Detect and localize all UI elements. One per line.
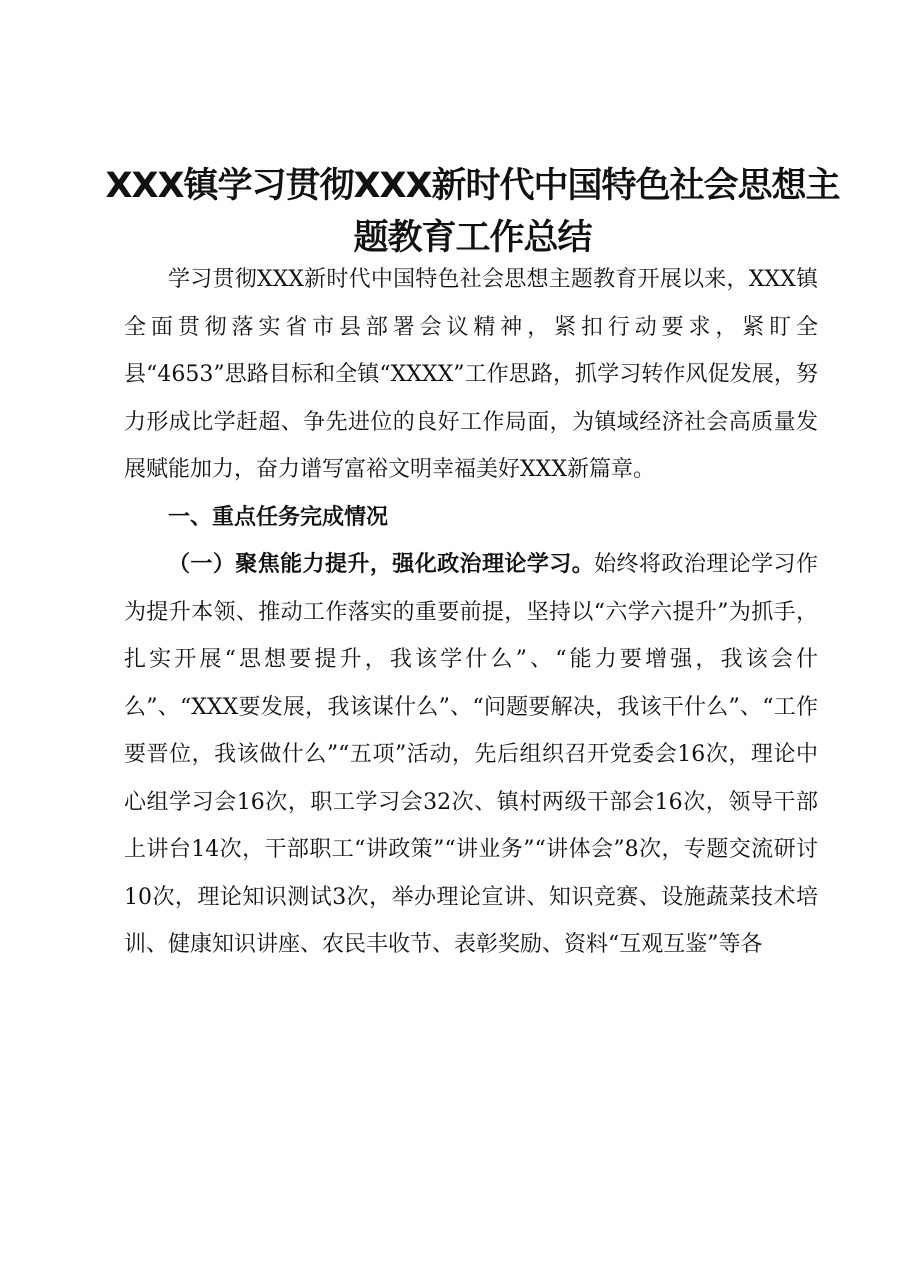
section-heading-text: 一、重点任务完成情况: [168, 504, 389, 530]
subsection-paragraph: [124, 541, 818, 969]
subsection-text: 始终将政治理论学习作为提升本领、推动工作落实的重要前提，坚持以“六学六提升”为抓手，扎实开展“思想要提升，我该学什么”、“能力要增强，我该会什么”、“XXX要发展，我该谋什么”、“问题要解决，我该干什么”、“工作要晋位，我该做什么”“五项”活动，先后组织召开党委会16次，理论中心组学习会16次，职工学习会32次、镇村两级干部会16次，领导干部上讲台14次，干部职工“讲政策”“讲业务”“讲体会”8次，专题交流研讨10次，理论知识测试3次，举办理论宣讲、知识竞赛、设施蔬菜技术培训、健康知识讲座、农民丰收节、表彰奖励、资料“互观互鉴”等各: [124, 552, 818, 957]
intro-paragraph: 学习贯彻XXX新时代中国特色社会思想主题教育开展以来，XXX镇全面贯彻落实省市县部署会议精神，紧扣行动要求，紧盯全县“4653”思路目标和全镇“XXXX”工作思路，抓学习转作风促发展，努力形成比学赶超、争先进位的良好工作局面，为镇域经济社会高质量发展赋能加力，奋力谱写富裕文明幸福美好XXX新篇章。: [124, 267, 818, 482]
document-body: [124, 256, 818, 969]
section-heading: [124, 494, 818, 542]
subsection-heading: （一）聚焦能力提升，强化政治理论学习。: [168, 552, 595, 577]
document-title: XXX镇学习贯彻XXX新时代中国特色社会思想主题教育工作总结: [105, 166, 840, 258]
